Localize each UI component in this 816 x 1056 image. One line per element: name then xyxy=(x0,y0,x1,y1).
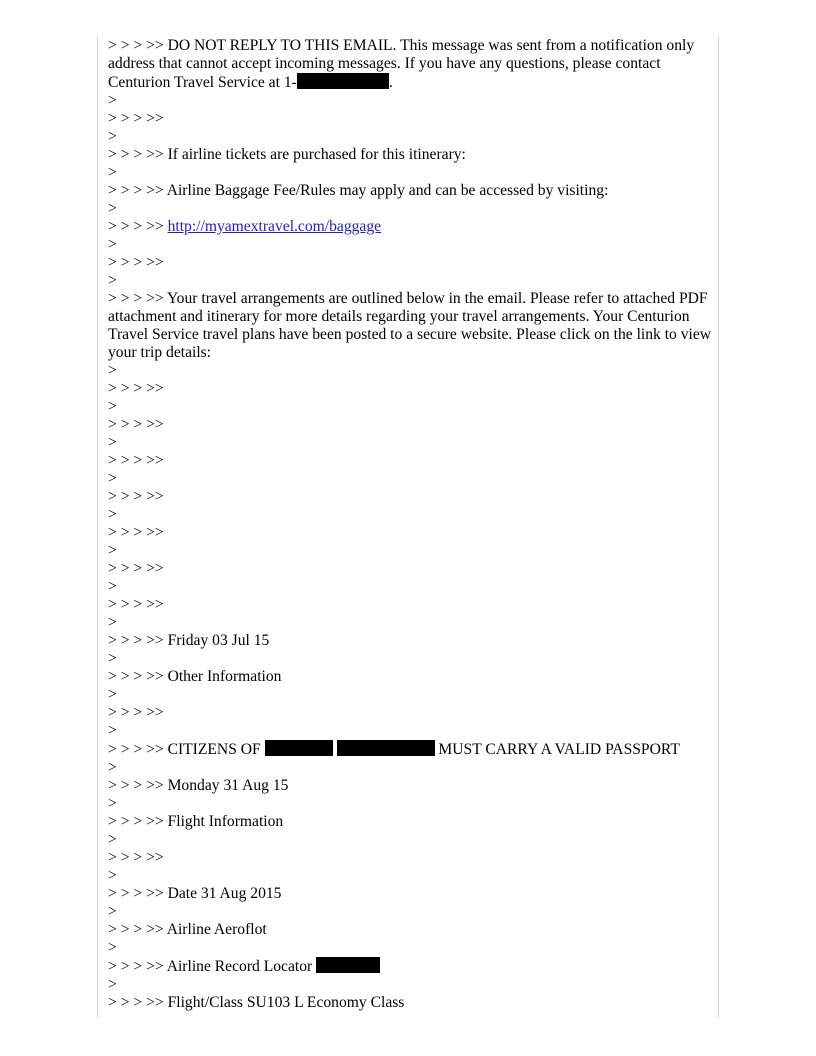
quote-line: > > > >> xyxy=(108,380,164,397)
baggage-link-line: > > > >> http://myamextravel.com/baggage xyxy=(108,218,382,235)
quote-line: > xyxy=(108,578,117,595)
quote-line: > > > >> xyxy=(108,524,164,541)
quote-line: > xyxy=(108,614,117,631)
redacted-country-2 xyxy=(337,740,435,756)
flight-date-line: > > > >> Date 31 Aug 2015 xyxy=(108,885,282,902)
do-not-reply-notice: > > > >> DO NOT REPLY TO THIS EMAIL. This message was sent from a notification only address that cannot accept incoming messages. If you have any questions, please contact Centurion Travel Service at 1- . xyxy=(108,37,695,91)
flight-information-line: > > > >> Flight Information xyxy=(108,813,284,830)
record-locator-line: > > > >> Airline Record Locator xyxy=(108,957,712,976)
redacted-record-locator xyxy=(316,957,380,973)
quote-line: > xyxy=(108,434,117,451)
quote-line: > xyxy=(108,542,117,559)
quote-line: > xyxy=(108,362,117,379)
quote-line: > xyxy=(108,686,117,703)
redacted-phone-number xyxy=(297,73,389,89)
travel-arrangements-paragraph: > > > >> Your travel arrangements are outlined below in the email. Please refer to attached PDF attachment and itinerary for more details regarding your travel arrangements. Your Centurion Travel Service travel plans have been posted to a secure website. Please click on the link to view your trip details: xyxy=(108,290,712,361)
quote-line: > xyxy=(108,92,117,109)
airline-line: > > > >> Airline Aeroflot xyxy=(108,921,267,938)
quote-line: > > > >> xyxy=(108,416,164,433)
redacted-country-1 xyxy=(265,740,333,756)
monday-date-line: > > > >> Monday 31 Aug 15 xyxy=(108,777,289,794)
quote-line: > > > >> xyxy=(108,560,164,577)
friday-date-line: > > > >> Friday 03 Jul 15 xyxy=(108,632,270,649)
quote-line: > xyxy=(108,867,117,884)
quote-line: > xyxy=(108,164,117,181)
quote-line: > > > >> xyxy=(108,254,164,271)
quote-line: > xyxy=(108,470,117,487)
quote-line: > xyxy=(108,903,117,920)
email-body xyxy=(108,37,712,1012)
passport-notice-line: > > > >> CITIZENS OF MUST CARRY A VALID PASSPORT xyxy=(108,741,680,758)
quote-line: > xyxy=(108,759,117,776)
quote-line: > xyxy=(108,650,117,667)
other-information-line: > > > >> Other Information xyxy=(108,668,282,685)
quote-line: > xyxy=(108,200,117,217)
quote-line: > xyxy=(108,722,117,739)
quote-line: > > > >> xyxy=(108,488,164,505)
quote-line: > xyxy=(108,128,117,145)
baggage-fee-line: > > > >> Airline Baggage Fee/Rules may apply and can be accessed by visiting: xyxy=(108,182,609,199)
quote-line: > > > >> xyxy=(108,849,164,866)
quote-line: > xyxy=(108,976,117,993)
quote-line: > xyxy=(108,506,117,523)
quote-line: > xyxy=(108,939,117,956)
quote-line: > > > >> xyxy=(108,452,164,469)
airline-tickets-line: > > > >> If airline tickets are purchased for this itinerary: xyxy=(108,146,466,163)
quote-line: > xyxy=(108,831,117,848)
quote-line: > xyxy=(108,398,117,415)
quote-line: > xyxy=(108,272,117,289)
quote-line: > > > >> xyxy=(108,596,164,613)
flight-class-line: > > > >> Flight/Class SU103 L Economy Class xyxy=(108,994,405,1011)
quote-line: > > > >> xyxy=(108,704,164,721)
baggage-link[interactable]: http://myamextravel.com/baggage xyxy=(167,218,382,235)
quote-line: > xyxy=(108,236,117,253)
quote-line: > xyxy=(108,795,117,812)
quote-line: > > > >> xyxy=(108,110,164,127)
